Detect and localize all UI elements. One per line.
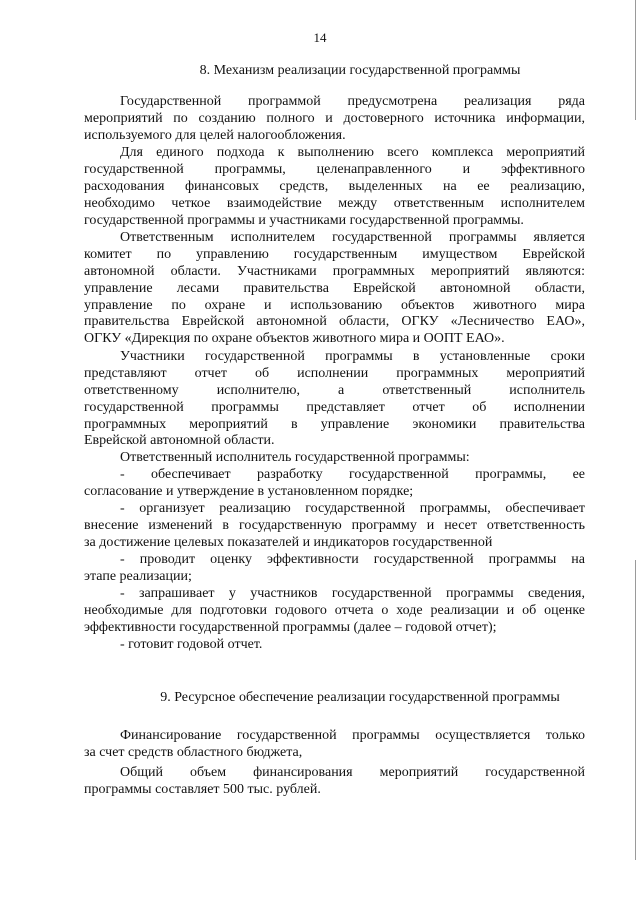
section-8-heading: 8. Механизм реализации государственной программы	[199, 63, 521, 78]
list-item: - запрашивает у участников государственной программы сведения, необходимые для подготовки годового отчета о ходе реализации и об оценке эффективности государственной программы (далее – годовой отчет);	[84, 586, 585, 635]
paragraph: Финансирование государственной программы осуществляется только за счет средств областного бюджета,	[84, 728, 585, 760]
list-item: - обеспечивает разработку государственной программы, ее согласование и утверждение в установленном порядке;	[84, 467, 585, 499]
scan-edge-line	[635, 560, 636, 860]
paragraph: Для единого подхода к выполнению всего комплекса мероприятий государственной программы, целенаправленного и эффективного расходования финансовых средств, выделенных на ее реализацию, необходимо четкое взаимодействие между ответственным исполнителем государственной программы и участниками государственной программы.	[84, 145, 585, 228]
section-9-heading: 9. Ресурсное обеспечение реализации государственной программы	[160, 690, 560, 705]
paragraph: Ответственным исполнителем государственной программы является комитет по управлению государственным имуществом Еврейской автономной области. Участниками программных мероприятий являются: управление лесами правительства Еврейской автономной области, управление по охране и использованию объектов животного мира правительства Еврейской автономной области, ОГКУ «Лесничество ЕАО», ОГКУ «Дирекция по охране объектов животного мира и ООПТ ЕАО».	[84, 230, 585, 347]
list-item: - проводит оценку эффективности государственной программы на этапе реализации;	[84, 552, 585, 584]
paragraph: Государственной программой предусмотрена реализация ряда мероприятий по созданию полного и достоверного источника информации, используемого для целей налогообложения.	[84, 94, 585, 143]
scan-edge-line	[635, 0, 636, 120]
paragraph: Участники государственной программы в установленные сроки представляют отчет об исполнении программных мероприятий ответственному исполнителю, а ответственный исполнитель государственной программы представляет отчет об исполнении программных мероприятий в управление экономики правительства Еврейской автономной области.	[84, 349, 585, 449]
list-item: - организует реализацию государственной программы, обеспечивает внесение изменений в государственную программу и несет ответственность за достижение целевых показателей и индикаторов государственной	[84, 501, 585, 550]
paragraph: Ответственный исполнитель государственной программы:	[120, 450, 470, 465]
page-number: 14	[313, 30, 327, 45]
list-item: - готовит годовой отчет.	[120, 637, 263, 652]
paragraph: Общий объем финансирования мероприятий государственной программы составляет 500 тыс. рублей.	[84, 765, 585, 797]
